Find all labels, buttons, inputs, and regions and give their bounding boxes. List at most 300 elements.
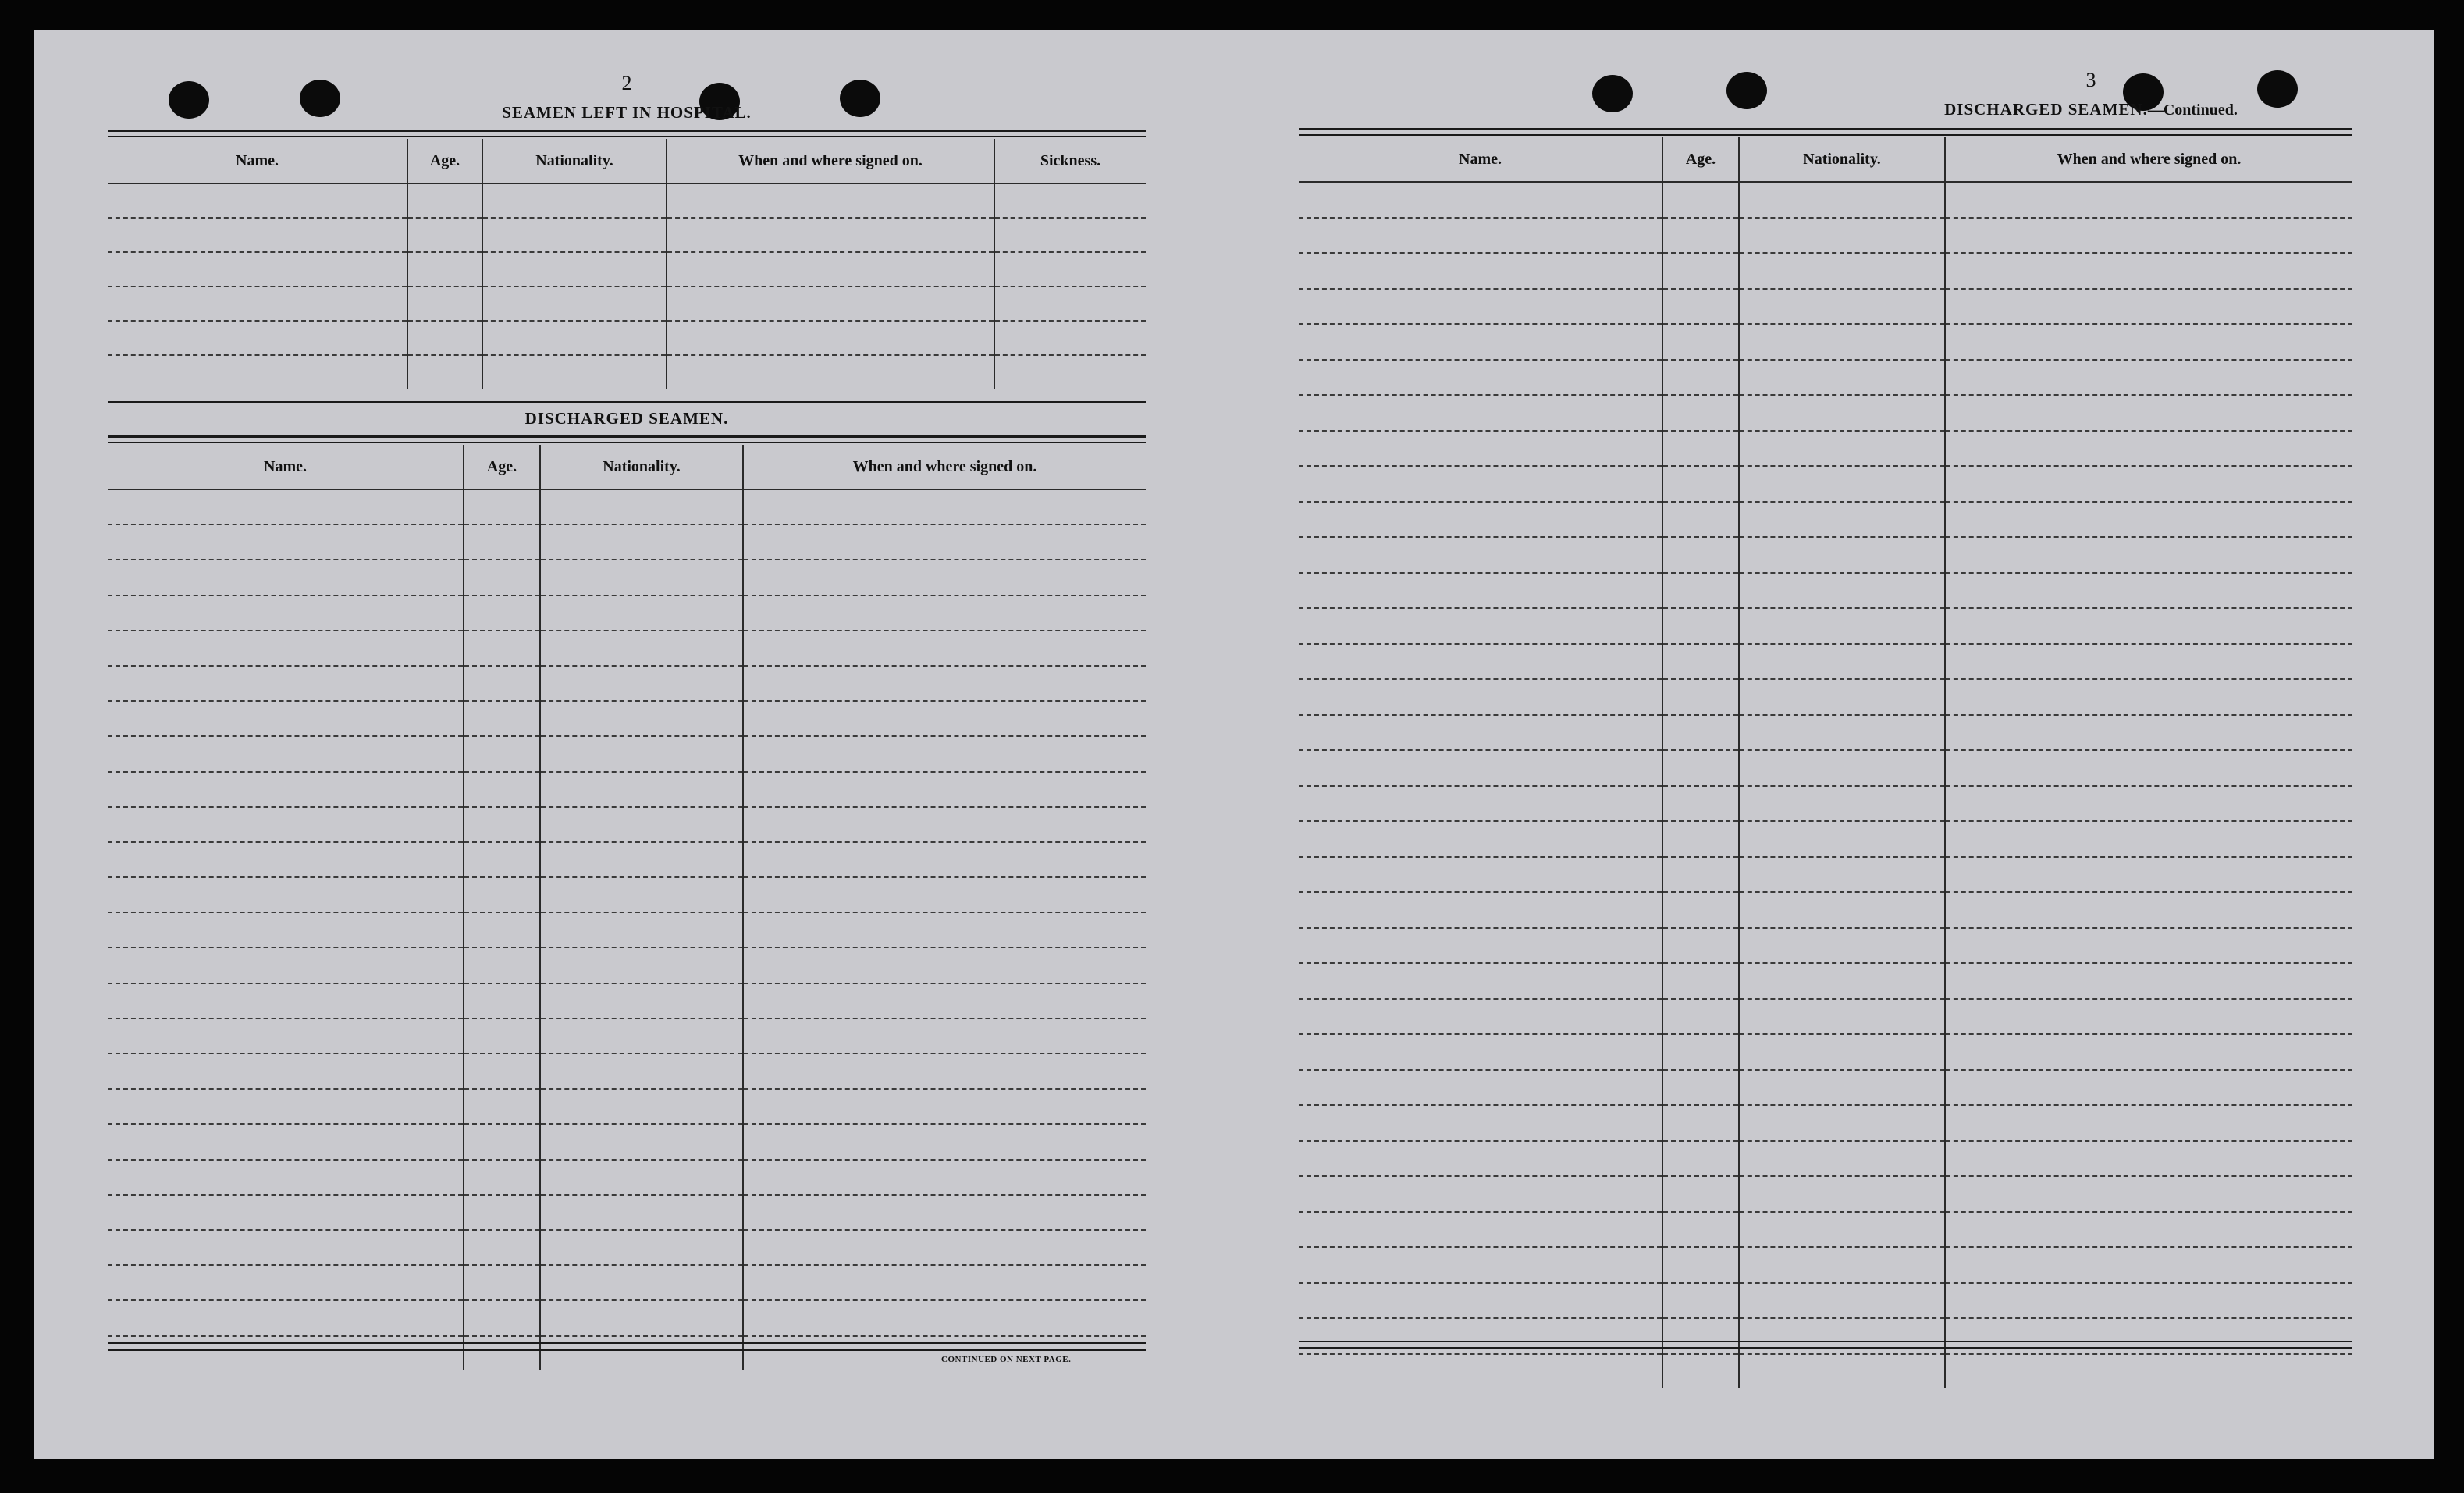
form-cell[interactable] — [743, 524, 1146, 560]
form-cell[interactable] — [743, 736, 1146, 771]
discharged-continued-row — [1299, 573, 2352, 609]
form-cell[interactable] — [743, 1265, 1146, 1300]
form-cell[interactable] — [1662, 1070, 1739, 1106]
form-cell[interactable] — [540, 1018, 743, 1054]
form-cell[interactable] — [994, 286, 1146, 321]
form-cell[interactable] — [1662, 360, 1739, 396]
discharged-continued-row — [1299, 999, 2352, 1035]
form-cell[interactable] — [1299, 573, 1662, 609]
form-cell[interactable] — [1945, 1034, 2352, 1070]
form-cell[interactable] — [1739, 750, 1945, 786]
page-number: 2 — [621, 72, 632, 94]
form-cell[interactable] — [1662, 928, 1739, 964]
form-cell[interactable] — [1739, 963, 1945, 999]
right-col-header-2: Nationality. — [1739, 137, 1945, 182]
form-cell[interactable] — [108, 489, 464, 524]
form-cell[interactable] — [1739, 821, 1945, 857]
form-cell[interactable] — [743, 1195, 1146, 1230]
discharged-continued-row — [1299, 857, 2352, 893]
form-cell[interactable] — [743, 807, 1146, 842]
form-cell[interactable] — [108, 842, 464, 877]
form-cell[interactable] — [1299, 1283, 1662, 1319]
form-cell[interactable] — [1945, 289, 2352, 325]
form-cell[interactable] — [464, 1018, 540, 1054]
form-cell[interactable] — [464, 1230, 540, 1265]
form-cell[interactable] — [743, 560, 1146, 595]
form-cell[interactable] — [1945, 1247, 2352, 1283]
form-cell[interactable] — [1739, 1141, 1945, 1177]
form-cell[interactable] — [1299, 857, 1662, 893]
form-cell[interactable] — [1299, 608, 1662, 644]
form-cell[interactable] — [743, 947, 1146, 983]
discharged-continued-row — [1299, 1034, 2352, 1070]
form-cell[interactable] — [108, 321, 407, 355]
form-cell[interactable] — [1299, 750, 1662, 786]
form-cell[interactable] — [540, 807, 743, 842]
form-cell[interactable] — [540, 1265, 743, 1300]
form-cell[interactable] — [464, 1265, 540, 1300]
form-cell[interactable] — [994, 355, 1146, 389]
form-cell[interactable] — [1299, 537, 1662, 573]
discharged-continued-row — [1299, 218, 2352, 254]
form-cell[interactable] — [464, 1160, 540, 1195]
form-cell[interactable] — [540, 631, 743, 666]
form-cell[interactable] — [1739, 608, 1945, 644]
form-cell[interactable] — [108, 947, 464, 983]
form-cell[interactable] — [1662, 1141, 1739, 1177]
form-cell[interactable] — [108, 218, 407, 252]
form-cell[interactable] — [667, 286, 994, 321]
form-cell[interactable] — [1739, 1283, 1945, 1319]
form-cell[interactable] — [540, 877, 743, 912]
form-cell[interactable] — [464, 524, 540, 560]
form-cell[interactable] — [1739, 1212, 1945, 1248]
form-cell[interactable] — [1739, 502, 1945, 538]
form-cell[interactable] — [994, 321, 1146, 355]
form-cell[interactable] — [1945, 999, 2352, 1035]
form-cell[interactable] — [1739, 679, 1945, 715]
form-cell[interactable] — [407, 183, 482, 218]
form-cell[interactable] — [1945, 892, 2352, 928]
form-cell[interactable] — [108, 524, 464, 560]
form-cell[interactable] — [108, 1230, 464, 1265]
form-cell[interactable] — [1662, 573, 1739, 609]
form-cell[interactable] — [1299, 466, 1662, 502]
discharged-continued-row — [1299, 1105, 2352, 1141]
form-cell[interactable] — [482, 183, 667, 218]
form-cell[interactable] — [1299, 999, 1662, 1035]
form-cell[interactable] — [1739, 786, 1945, 822]
form-cell[interactable] — [1945, 928, 2352, 964]
form-cell[interactable] — [1662, 1212, 1739, 1248]
form-cell[interactable] — [108, 1018, 464, 1054]
form-cell[interactable] — [1739, 644, 1945, 680]
form-cell[interactable] — [1945, 679, 2352, 715]
form-cell[interactable] — [482, 218, 667, 252]
form-cell[interactable] — [108, 1124, 464, 1159]
hospital-row — [108, 321, 1146, 355]
form-cell[interactable] — [464, 877, 540, 912]
form-cell[interactable] — [1662, 253, 1739, 289]
form-cell[interactable] — [1299, 928, 1662, 964]
discharged-row — [108, 489, 1146, 524]
form-cell[interactable] — [108, 912, 464, 947]
form-cell[interactable] — [1662, 1283, 1739, 1319]
form-cell[interactable] — [1662, 537, 1739, 573]
right-col-header-0: Name. — [1299, 137, 1662, 182]
form-cell[interactable] — [1662, 1176, 1739, 1212]
form-cell[interactable] — [1299, 431, 1662, 467]
form-cell[interactable] — [540, 772, 743, 807]
form-cell[interactable] — [1945, 360, 2352, 396]
form-cell[interactable] — [1945, 502, 2352, 538]
form-cell[interactable] — [1739, 218, 1945, 254]
form-cell[interactable] — [743, 912, 1146, 947]
form-cell[interactable] — [1299, 502, 1662, 538]
form-cell[interactable] — [1299, 1034, 1662, 1070]
hospital-col-header-0: Name. — [108, 139, 407, 183]
form-cell[interactable] — [743, 877, 1146, 912]
form-cell[interactable] — [1945, 1283, 2352, 1319]
form-cell[interactable] — [464, 912, 540, 947]
form-cell[interactable] — [1299, 1212, 1662, 1248]
form-cell[interactable] — [743, 772, 1146, 807]
form-cell[interactable] — [1299, 963, 1662, 999]
form-cell[interactable] — [1945, 218, 2352, 254]
form-cell[interactable] — [108, 701, 464, 736]
form-cell[interactable] — [743, 1336, 1146, 1370]
form-cell[interactable] — [1662, 608, 1739, 644]
form-cell[interactable] — [1662, 857, 1739, 893]
form-cell[interactable] — [1299, 679, 1662, 715]
discharged-continued-row — [1299, 1141, 2352, 1177]
form-cell[interactable] — [667, 355, 994, 389]
form-cell[interactable] — [1662, 821, 1739, 857]
form-cell[interactable] — [743, 842, 1146, 877]
discharged-continued-row — [1299, 502, 2352, 538]
form-cell[interactable] — [994, 252, 1146, 286]
form-cell[interactable] — [667, 252, 994, 286]
form-cell[interactable] — [108, 595, 464, 631]
form-cell[interactable] — [540, 1054, 743, 1089]
form-cell[interactable] — [540, 912, 743, 947]
form-cell[interactable] — [1662, 289, 1739, 325]
form-cell[interactable] — [1662, 963, 1739, 999]
form-cell[interactable] — [1739, 715, 1945, 751]
form-cell[interactable] — [540, 1230, 743, 1265]
form-cell[interactable] — [464, 807, 540, 842]
form-cell[interactable] — [743, 1124, 1146, 1159]
form-cell[interactable] — [1299, 360, 1662, 396]
section-rule — [108, 442, 1146, 443]
form-cell[interactable] — [1739, 395, 1945, 431]
form-cell[interactable] — [1945, 715, 2352, 751]
form-cell[interactable] — [1299, 1247, 1662, 1283]
form-cell[interactable] — [108, 1054, 464, 1089]
form-cell[interactable] — [108, 560, 464, 595]
discharged-continued-row — [1299, 395, 2352, 431]
form-cell[interactable] — [540, 666, 743, 701]
form-cell[interactable] — [108, 772, 464, 807]
discharged-continued-row — [1299, 750, 2352, 786]
form-cell[interactable] — [464, 666, 540, 701]
form-cell[interactable] — [1945, 644, 2352, 680]
form-cell[interactable] — [1739, 999, 1945, 1035]
form-cell[interactable] — [1662, 182, 1739, 218]
form-cell[interactable] — [1299, 821, 1662, 857]
discharged-row — [108, 666, 1146, 701]
discharged-row — [108, 807, 1146, 842]
form-cell[interactable] — [1945, 857, 2352, 893]
form-cell[interactable] — [1662, 324, 1739, 360]
form-cell[interactable] — [1945, 1212, 2352, 1248]
form-cell[interactable] — [1299, 1176, 1662, 1212]
form-cell[interactable] — [1662, 715, 1739, 751]
form-cell[interactable] — [108, 666, 464, 701]
form-cell[interactable] — [482, 286, 667, 321]
form-cell[interactable] — [1945, 395, 2352, 431]
form-cell[interactable] — [1739, 928, 1945, 964]
discharged-row — [108, 1160, 1146, 1195]
form-cell[interactable] — [1739, 324, 1945, 360]
form-cell[interactable] — [743, 595, 1146, 631]
form-cell[interactable] — [1739, 1176, 1945, 1212]
form-cell[interactable] — [1739, 857, 1945, 893]
hospital-row — [108, 252, 1146, 286]
discharged-continued-row — [1299, 253, 2352, 289]
form-cell[interactable] — [108, 355, 407, 389]
form-cell[interactable] — [1945, 786, 2352, 822]
form-cell[interactable] — [540, 489, 743, 524]
discharged-row — [108, 560, 1146, 595]
form-cell[interactable] — [108, 1089, 464, 1124]
form-cell[interactable] — [464, 736, 540, 771]
form-cell[interactable] — [1945, 431, 2352, 467]
discharged-row — [108, 631, 1146, 666]
form-cell[interactable] — [1945, 608, 2352, 644]
hospital-col-header-1: Age. — [407, 139, 482, 183]
form-cell[interactable] — [1299, 715, 1662, 751]
form-cell[interactable] — [743, 1018, 1146, 1054]
form-cell[interactable] — [108, 877, 464, 912]
form-cell[interactable] — [1662, 218, 1739, 254]
form-cell[interactable] — [1299, 395, 1662, 431]
form-cell[interactable] — [994, 218, 1146, 252]
form-cell[interactable] — [1299, 1141, 1662, 1177]
form-cell[interactable] — [540, 842, 743, 877]
form-cell[interactable] — [1299, 1105, 1662, 1141]
form-cell[interactable] — [482, 252, 667, 286]
form-cell[interactable] — [108, 252, 407, 286]
discharged-continued-row — [1299, 644, 2352, 680]
form-cell[interactable] — [743, 701, 1146, 736]
form-cell[interactable] — [743, 1054, 1146, 1089]
form-cell[interactable] — [1662, 431, 1739, 467]
form-cell[interactable] — [407, 286, 482, 321]
form-cell[interactable] — [1662, 786, 1739, 822]
form-cell[interactable] — [540, 1124, 743, 1159]
form-cell[interactable] — [540, 983, 743, 1018]
form-cell[interactable] — [1739, 289, 1945, 325]
form-cell[interactable] — [1945, 1141, 2352, 1177]
form-cell[interactable] — [1662, 1247, 1739, 1283]
discharged-continued-row — [1299, 466, 2352, 502]
form-cell[interactable] — [108, 1336, 464, 1370]
form-cell[interactable] — [1739, 182, 1945, 218]
form-cell[interactable] — [464, 631, 540, 666]
form-cell[interactable] — [1662, 1105, 1739, 1141]
form-cell[interactable] — [1739, 431, 1945, 467]
form-cell[interactable] — [667, 183, 994, 218]
form-cell[interactable] — [994, 183, 1146, 218]
form-cell[interactable] — [1299, 324, 1662, 360]
form-cell[interactable] — [108, 1160, 464, 1195]
form-cell[interactable] — [108, 1265, 464, 1300]
discharged-continued-row — [1299, 1070, 2352, 1106]
form-cell[interactable] — [540, 701, 743, 736]
form-cell[interactable] — [1662, 892, 1739, 928]
discharged-table — [108, 445, 1146, 1370]
form-cell[interactable] — [407, 218, 482, 252]
form-cell[interactable] — [1299, 289, 1662, 325]
form-cell[interactable] — [464, 1336, 540, 1370]
form-cell[interactable] — [108, 1300, 464, 1335]
form-cell[interactable] — [464, 1195, 540, 1230]
form-cell[interactable] — [108, 631, 464, 666]
form-cell[interactable] — [540, 1300, 743, 1335]
form-cell[interactable] — [1945, 324, 2352, 360]
form-cell[interactable] — [464, 772, 540, 807]
form-cell[interactable] — [1945, 821, 2352, 857]
form-cell[interactable] — [1299, 218, 1662, 254]
discharged-row — [108, 877, 1146, 912]
form-cell[interactable] — [464, 1054, 540, 1089]
form-cell[interactable] — [667, 321, 994, 355]
form-cell[interactable] — [540, 595, 743, 631]
form-cell[interactable] — [540, 560, 743, 595]
form-cell[interactable] — [1945, 963, 2352, 999]
discharged-row — [108, 1265, 1146, 1300]
form-cell[interactable] — [1662, 466, 1739, 502]
form-cell[interactable] — [1739, 1354, 1945, 1389]
right-col-header-3: When and where signed on. — [1945, 137, 2352, 182]
form-cell[interactable] — [1299, 644, 1662, 680]
form-cell[interactable] — [1662, 1034, 1739, 1070]
form-cell[interactable] — [1299, 1354, 1662, 1389]
form-cell[interactable] — [464, 947, 540, 983]
form-cell[interactable] — [1739, 1034, 1945, 1070]
form-cell[interactable] — [540, 947, 743, 983]
form-cell[interactable] — [464, 701, 540, 736]
form-cell[interactable] — [1739, 573, 1945, 609]
form-cell[interactable] — [540, 524, 743, 560]
form-cell[interactable] — [743, 631, 1146, 666]
form-cell[interactable] — [1299, 1070, 1662, 1106]
form-cell[interactable] — [743, 1230, 1146, 1265]
form-cell[interactable] — [1662, 750, 1739, 786]
form-cell[interactable] — [108, 736, 464, 771]
form-cell[interactable] — [743, 1089, 1146, 1124]
form-cell[interactable] — [407, 252, 482, 286]
form-cell[interactable] — [1945, 466, 2352, 502]
discharged-continued-row — [1299, 289, 2352, 325]
form-cell[interactable] — [540, 1195, 743, 1230]
form-cell[interactable] — [540, 1089, 743, 1124]
form-cell[interactable] — [1662, 644, 1739, 680]
form-cell[interactable] — [1945, 537, 2352, 573]
form-cell[interactable] — [1299, 892, 1662, 928]
form-cell[interactable] — [1739, 253, 1945, 289]
form-cell[interactable] — [540, 1336, 743, 1370]
form-cell[interactable] — [1739, 1105, 1945, 1141]
form-cell[interactable] — [464, 560, 540, 595]
form-cell[interactable] — [1739, 1247, 1945, 1283]
form-cell[interactable] — [464, 983, 540, 1018]
form-cell[interactable] — [1662, 502, 1739, 538]
form-cell[interactable] — [1739, 537, 1945, 573]
form-cell[interactable] — [743, 1300, 1146, 1335]
form-cell[interactable] — [1299, 786, 1662, 822]
form-cell[interactable] — [743, 489, 1146, 524]
form-cell[interactable] — [482, 355, 667, 389]
discharged-section-title: DISCHARGED SEAMEN. — [524, 409, 729, 428]
form-cell[interactable] — [1945, 1105, 2352, 1141]
form-cell[interactable] — [108, 983, 464, 1018]
form-cell[interactable] — [1299, 253, 1662, 289]
form-cell[interactable] — [407, 355, 482, 389]
form-cell[interactable] — [464, 1300, 540, 1335]
discharged-title-text: DISCHARGED SEAMEN. — [1944, 100, 2148, 119]
discharged-continued-row — [1299, 679, 2352, 715]
header-rule — [1299, 128, 2352, 130]
form-cell[interactable] — [1945, 253, 2352, 289]
discharged-row — [108, 524, 1146, 560]
form-cell[interactable] — [1739, 466, 1945, 502]
form-cell[interactable] — [1945, 750, 2352, 786]
form-cell[interactable] — [1739, 360, 1945, 396]
form-cell[interactable] — [464, 595, 540, 631]
form-cell[interactable] — [540, 1160, 743, 1195]
form-cell[interactable] — [743, 666, 1146, 701]
form-cell[interactable] — [1739, 892, 1945, 928]
form-cell[interactable] — [1299, 182, 1662, 218]
form-cell[interactable] — [1945, 1176, 2352, 1212]
form-cell[interactable] — [464, 1124, 540, 1159]
form-cell[interactable] — [108, 807, 464, 842]
form-cell[interactable] — [1945, 1070, 2352, 1106]
form-cell[interactable] — [667, 218, 994, 252]
form-cell[interactable] — [1739, 1070, 1945, 1106]
form-cell[interactable] — [407, 321, 482, 355]
form-cell[interactable] — [743, 983, 1146, 1018]
form-cell[interactable] — [464, 1089, 540, 1124]
form-cell[interactable] — [464, 842, 540, 877]
form-cell[interactable] — [464, 489, 540, 524]
form-cell[interactable] — [482, 321, 667, 355]
form-cell[interactable] — [1662, 999, 1739, 1035]
form-cell[interactable] — [108, 286, 407, 321]
form-cell[interactable] — [108, 183, 407, 218]
form-cell[interactable] — [540, 736, 743, 771]
form-cell[interactable] — [743, 1160, 1146, 1195]
form-cell[interactable] — [1662, 679, 1739, 715]
form-cell[interactable] — [1945, 182, 2352, 218]
form-cell[interactable] — [1945, 573, 2352, 609]
form-cell[interactable] — [1662, 395, 1739, 431]
form-cell[interactable] — [108, 1195, 464, 1230]
form-cell[interactable] — [1945, 1354, 2352, 1389]
form-cell[interactable] — [1662, 1354, 1739, 1389]
